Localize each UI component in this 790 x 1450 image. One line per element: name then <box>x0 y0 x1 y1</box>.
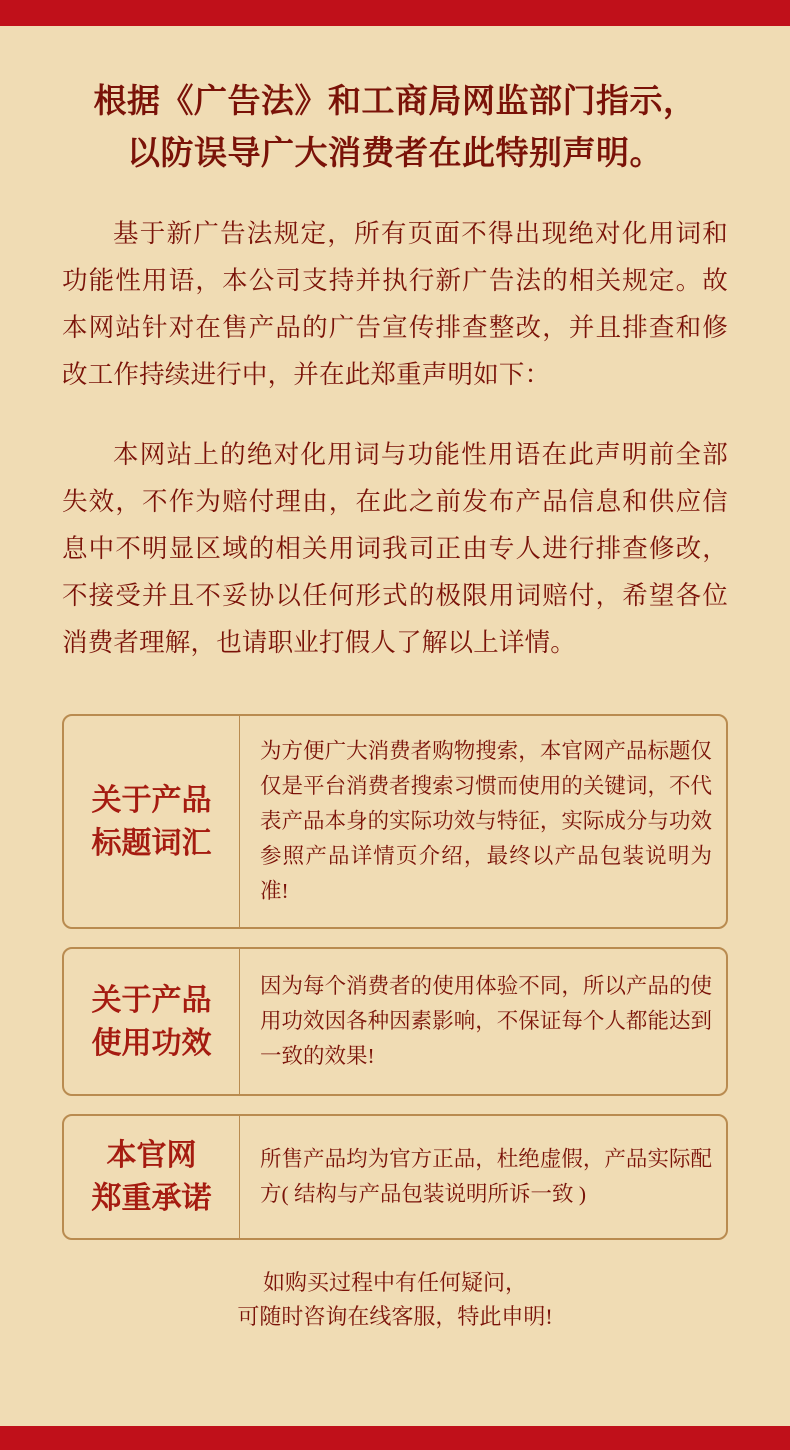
page-title-line-1: 根据《广告法》和工商局网监部门指示， <box>93 84 697 120</box>
card-title <box>64 1116 240 1238</box>
footer-line-2: 可随时咨询在线客服，特此申明! <box>237 1304 553 1329</box>
card-official-promise <box>62 1114 728 1240</box>
card-title-line-2: 使用功效 <box>91 1026 212 1060</box>
card-title-line-2: 郑重承诺 <box>91 1182 212 1215</box>
page-content <box>0 26 790 1426</box>
top-accent-bar <box>0 0 790 26</box>
card-title-line-1: 关于产品 <box>91 983 212 1017</box>
card-title-line-2: 标题词汇 <box>91 826 212 860</box>
bottom-accent-bar <box>0 1426 790 1450</box>
statement-paragraph-2: 本网站上的绝对化用词与功能性用语在此声明前全部失效，不作为赔付理由，在此之前发布产品信息和供应信息中不明显区域的相关用词我司正由专人进行排查修改，不接受并且不妥协以任何形式的极限用词赔付，希望各位消费者理解，也请职业打假人了解以上详情。 <box>62 440 728 657</box>
card-title-line-1: 关于产品 <box>91 783 212 817</box>
card-product-title-terms <box>62 714 728 929</box>
card-title <box>64 949 240 1094</box>
statement-paragraph-1: 基于新广告法规定，所有页面不得出现绝对化用词和功能性用语，本公司支持并执行新广告法的相关规定。故本网站针对在售产品的广告宣传排查整改，并且排查和修改工作持续进行中，并在此郑重声明如下： <box>62 219 728 389</box>
footer-line-1: 如购买过程中有任何疑问， <box>262 1270 527 1295</box>
card-title <box>64 716 240 927</box>
card-body: 所售产品均为官方正品，杜绝虚假，产品实际配方( 结构与产品包装说明所诉一致 ) <box>260 1147 712 1206</box>
card-body: 因为每个消费者的使用体验不同，所以产品的使用功效因各种因素影响，不保证每个人都能达到一致的效果! <box>260 974 712 1068</box>
card-title-line-1: 本官网 <box>106 1139 197 1172</box>
footer-note <box>62 1266 728 1334</box>
page-title-line-2: 以防误导广大消费者在此特别声明。 <box>127 136 663 172</box>
card-body: 为方便广大消费者购物搜索，本官网产品标题仅仅是平台消费者搜索习惯而使用的关键词，不代表产品本身的实际功效与特征，实际成分与功效参照产品详情页介绍，最终以产品包装说明为准! <box>260 739 712 903</box>
page-title <box>62 76 728 180</box>
card-product-效果 <box>62 947 728 1096</box>
statement-card-list <box>62 714 728 1240</box>
